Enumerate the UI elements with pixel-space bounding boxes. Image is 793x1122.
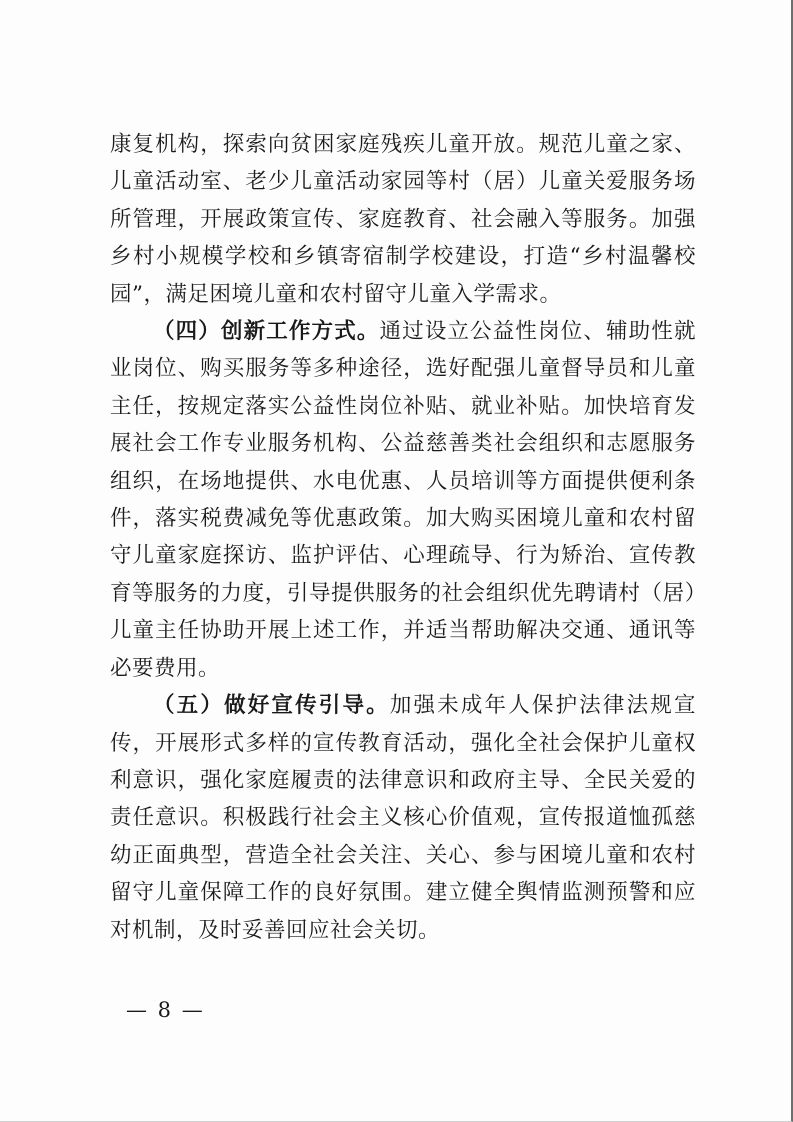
paragraph-text: 通过设立公益性岗位、辅助性就业岗位、购买服务等多种途径，选好配强儿童督导员和儿童主任，按规定落实公益性岗位补贴、就业补贴。加快培育发展社会工作专业服务机构、公益慈善类社会组织和志愿服务组织，在场地提供、水电优惠、人员培训等方面提供便利条件，落实税费减免等优惠政策。加大购买困境儿童和农村留守儿童家庭探访、监护评估、心理疏导、行为矫治、宣传教育等服务的力度，引导提供服务的社会组织优先聘请村（居）儿童主任协助开展上述工作，并适当帮助解决交通、通讯等必要费用。 xyxy=(110,319,696,681)
page-number: — 8 — xyxy=(126,998,205,1022)
paragraph-continued xyxy=(110,126,696,313)
paragraph-text: 康复机构，探索向贫困家庭残疾儿童开放。规范儿童之家、儿童活动室、老少儿童活动家园等村（居）儿童关爱服务场所管理，开展政策宣传、家庭教育、社会融入等服务。加强乡村小规模学校和乡镇寄宿制学校建设，打造“乡村温馨校园”，满足困境儿童和农村留守儿童入学需求。 xyxy=(110,132,696,307)
paragraph-text: 加强未成年人保护法律法规宣传，开展形式多样的宣传教育活动，强化全社会保护儿童权利意识，强化家庭履责的法律意识和政府主导、全民关爱的责任意识。积极践行社会主义核心价值观，宣传报道恤孤慈幼正面典型，营造全社会关注、关心、参与困境儿童和农村留守儿童保障工作的良好氛围。建立健全舆情监测预警和应对机制，及时妥善回应社会关切。 xyxy=(110,693,696,943)
paragraph-section-4 xyxy=(110,313,696,687)
section-heading-5: （五）做好宣传引导。 xyxy=(153,693,390,719)
paragraph-section-5 xyxy=(110,687,696,949)
section-heading-4: （四）创新工作方式。 xyxy=(153,319,380,345)
body-text xyxy=(110,126,696,949)
